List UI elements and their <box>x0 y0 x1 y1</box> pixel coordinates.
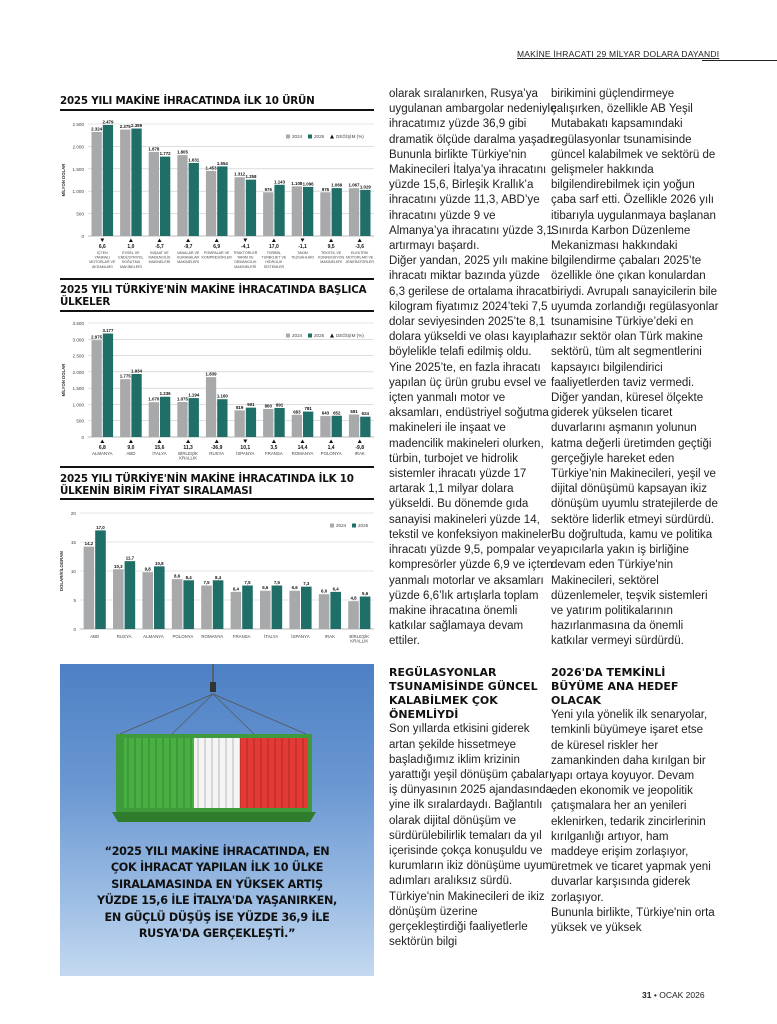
chart1-top-products <box>58 114 378 278</box>
category-label: İTALYA <box>152 451 167 456</box>
bar-2025 <box>303 187 313 236</box>
bar-2024 <box>289 591 300 629</box>
bar-value-label: 10,8 <box>155 560 164 566</box>
bar-2025 <box>217 166 227 236</box>
bar-value-label: 1.070 <box>148 396 160 402</box>
bar-value-label: 1.312 <box>234 171 246 177</box>
bar-2025 <box>217 399 227 437</box>
legend-swatch <box>308 334 312 338</box>
bar-value-label: 6,6 <box>291 585 298 591</box>
bar-2025 <box>332 188 342 236</box>
category-label: POLONYA <box>172 634 194 639</box>
change-pct-label: 17,0 <box>269 244 279 250</box>
bar-value-label: 683 <box>293 409 301 415</box>
italian-flag-container-illustration <box>60 664 374 844</box>
y-tick-label: 5 <box>73 598 76 603</box>
category-label: RUSYA <box>116 634 132 639</box>
bar-value-label: 860 <box>264 403 272 409</box>
category-label: İNŞAAT VE <box>150 251 169 255</box>
down-triangle-icon <box>243 440 247 444</box>
category-label: SOĞUTMA <box>121 260 140 265</box>
text-column-1 <box>389 87 557 950</box>
category-label: SİSTEMLER <box>263 264 285 269</box>
category-label: ALMANYA <box>91 451 113 456</box>
bar-2024 <box>231 592 242 629</box>
category-label: POLONYA <box>320 451 342 456</box>
change-pct-label: -1,1 <box>298 244 307 250</box>
quote-line: SIRALAMASINDA EN YÜKSEK ARTIŞ <box>111 877 323 891</box>
bar-2024 <box>120 379 130 437</box>
bar-2024 <box>348 601 359 629</box>
y-tick-label: 0 <box>73 627 76 632</box>
bar-2025 <box>160 397 170 437</box>
bar-value-label: 691 <box>350 408 358 414</box>
paragraph: Bununla birlikte, Türkiye'nin orta yüksek ve yüksek <box>551 906 715 934</box>
category-label: ABD <box>126 451 136 456</box>
legend-label: DEĞİŞİM (%) <box>336 134 364 139</box>
bar-value-label: 7,5 <box>244 580 251 585</box>
up-triangle-icon <box>329 239 333 243</box>
up-triangle-icon <box>215 239 219 243</box>
bar-2024 <box>260 591 271 629</box>
bar-2024 <box>84 547 95 629</box>
bar-value-label: 1.075 <box>176 396 188 402</box>
legend-label: 2025 <box>314 333 325 338</box>
category-label: MAKİNELERİ <box>148 260 171 265</box>
bar-2024 <box>235 410 245 437</box>
paragraph: Yeni yıla yönelik ilk senaryolar, temkinli büyümeye işaret etse de küresel riskler her zamankinden daha kırılgan bir yapı ortaya koyuyor. Devam eden ekonomik ve jeopolitik çatışmalara her an yenileri eklenirken, tedarik zincirlerinin kırılganlığı artıyor, ham maddeye erişim zorlaşıyor, üretmek ve ticaret yapmak yeni duvarlar karşısında giderek zorlaşıyor. <box>551 709 711 904</box>
quote-line: RUSYA'DA GERÇEKLEŞTİ.” <box>138 927 296 941</box>
legend-label: 2025 <box>314 134 325 139</box>
category-label: BİRLEŞİK <box>349 634 370 639</box>
bar-2025 <box>103 125 113 236</box>
bar-value-label: 17,0 <box>96 524 105 530</box>
chart2-title: 2025 YILI TÜRKİYE'NİN MAKİNE İHRACATINDA BAŞLICA ÜLKELER <box>60 284 367 308</box>
bar-value-label: 2.975 <box>91 334 103 340</box>
bar-2024 <box>149 402 159 437</box>
chart3-top-rule <box>60 498 374 500</box>
category-label: MOTORLAR VE <box>89 260 116 265</box>
bar-value-label: 10,3 <box>114 563 123 569</box>
quote-line: EN GÜÇLÜ DÜŞÜŞ İSE YÜZDE 36,9 İLE <box>104 910 330 924</box>
quote-line: “2025 YILI MAKİNE İHRACATINDA, EN <box>104 845 330 858</box>
category-label: MAKİNELERİ <box>320 260 342 265</box>
change-pct-label: 11,3 <box>183 445 193 451</box>
paragraph: Diğer yandan, küresel ölçekte giderek yükselen ticaret duvarlarını aşmanın yolunun katma değerli üretimden geçtiği gerçeğiyle hareket eden Türkiye’nin Makinecileri, yeşil ve dijital dönüşümü kapsayan ikiz dönüşüm uyumlu stratejilerde de sektöre liderlik etmeyi sürdürdü. Bu doğrultuda, kamu ve politika yapıcılarla yakın iş birliğine devam eden Türkiye'nin Makinecileri, sektörel düzenlemeler, teşvik sistemleri ve yatırım politikalarının hazırlanmasına da önemli katkılar vermeyi sürdürdü. <box>551 392 718 648</box>
container-photo <box>60 664 374 976</box>
bar-value-label: 1.067 <box>348 182 360 188</box>
legend-swatch <box>286 334 290 338</box>
bar-value-label: 1.839 <box>205 371 217 377</box>
legend-swatch <box>352 524 356 528</box>
bar-value-label: 1.453 <box>205 165 217 171</box>
change-pct-label: 3,5 <box>270 445 278 451</box>
down-triangle-icon <box>100 239 104 243</box>
bar-2025 <box>272 586 283 630</box>
bar-2024 <box>319 594 330 629</box>
bar-2025 <box>246 180 256 236</box>
bar-value-label: 1.772 <box>159 151 171 157</box>
bar-2025 <box>183 580 194 629</box>
bar-2025 <box>360 417 370 437</box>
change-pct-label: 9,5 <box>327 244 335 250</box>
change-pct-label: -4,1 <box>240 244 250 250</box>
change-pct-label: -5,7 <box>155 244 164 250</box>
bar-2024 <box>263 409 273 437</box>
legend-label: 2024 <box>292 333 303 338</box>
y-tick-label: 3.500 <box>72 321 84 326</box>
category-label: VANALAR VE <box>176 251 200 255</box>
quote-line: YÜZDE 15,6 İLE İTALYA'DA YAŞANIRKEN, <box>96 894 338 908</box>
bar-value-label: 1.069 <box>331 182 343 188</box>
legend-swatch <box>308 135 312 139</box>
down-triangle-icon <box>243 239 247 243</box>
legend-label: 2024 <box>336 523 347 528</box>
category-label: FRANSA <box>232 634 251 639</box>
category-label: İSPANYA <box>291 634 310 639</box>
legend-label: DEĞİŞİM (%) <box>336 333 364 338</box>
category-label: TURBOJET VE <box>261 255 287 260</box>
change-pct-label: 15,6 <box>154 445 165 451</box>
up-triangle-icon <box>186 440 190 444</box>
change-pct-label: -36,9 <box>210 445 223 451</box>
category-label: RUSYA <box>209 451 225 456</box>
bar-value-label: 1.194 <box>188 392 200 398</box>
bar-value-label: 8,4 <box>185 574 192 580</box>
category-label: HİDROLİK <box>265 260 283 265</box>
up-triangle-icon <box>358 239 362 243</box>
up-triangle-icon <box>129 440 133 444</box>
y-tick-label: 0 <box>81 435 84 440</box>
bar-2024 <box>320 192 330 236</box>
bar-2025 <box>301 587 312 629</box>
bar-value-label: 3.177 <box>102 328 114 334</box>
category-label: BİRLEŞİK <box>178 451 198 456</box>
change-pct-label: 9,0 <box>127 445 135 451</box>
footer-separator: • <box>653 990 657 1000</box>
bar-2025 <box>274 408 284 437</box>
page-number: 31 <box>642 990 652 1000</box>
category-label: IRAK <box>354 451 365 456</box>
bar-value-label: 4,8 <box>350 595 357 601</box>
bar-2025 <box>189 398 199 437</box>
bar-2025 <box>95 530 106 629</box>
paragraph: olarak sıralanırken, Rusya’ya uygulanan ambargolar nedeniyle ihracatımız yüzde 36,9 gibi dramatik ölçüde daralma yaşadı. Bununla birlikte Türkiye'nin Makinecileri İtalya’ya ihracatını yüzde 15,6, Birleşik Krallık’a ihracatını yüzde 11,3, ABD’ye ihracatını yüzde 9 ve Almanya’ya ihracatını yüzde 3,1 artırmayı başardı. <box>389 88 557 253</box>
bar-2024 <box>201 586 212 630</box>
bar-2024 <box>263 192 273 236</box>
bar-2025 <box>360 190 370 236</box>
bar-value-label: 1.160 <box>216 393 228 399</box>
y-axis-label: MİLYON DOLAR <box>61 363 66 397</box>
category-label: POMPALAR VE <box>203 251 230 255</box>
bar-2024 <box>172 579 183 629</box>
category-label: MAKİNELERİ <box>120 264 142 269</box>
category-label: İSPANYA <box>236 451 255 456</box>
chart3-unit-price <box>58 505 378 653</box>
category-label: TRAKTÖRLER <box>233 251 258 255</box>
y-tick-label: 1.000 <box>72 402 84 408</box>
bar-2025 <box>189 163 199 236</box>
bar-2025 <box>242 586 253 630</box>
bar-2025 <box>360 597 371 629</box>
category-label: TARIM VE <box>236 255 254 260</box>
change-pct-label: 6,9 <box>213 244 221 250</box>
category-label: TEZGAHLARI <box>291 255 314 260</box>
change-pct-label: -9,8 <box>355 445 365 451</box>
category-label: MADENCİLİK <box>148 255 171 260</box>
category-label: ROMANYA <box>291 451 314 456</box>
y-tick-label: 500 <box>76 418 84 424</box>
bar-2024 <box>206 377 216 437</box>
bar-2025 <box>213 580 224 629</box>
bar-value-label: 1.934 <box>131 368 143 374</box>
change-pct-label: -3,6 <box>355 244 365 250</box>
category-label: ENDÜSTRİYEL <box>118 255 144 260</box>
category-label: KRALLIK <box>350 638 369 644</box>
chart1-bottom-rule <box>60 278 374 280</box>
up-triangle-icon <box>158 239 162 243</box>
up-triangle-icon <box>272 239 276 243</box>
text-column-2 <box>551 87 719 936</box>
page-footer <box>642 990 705 1000</box>
up-triangle-icon <box>100 440 104 444</box>
change-pct-label: 1,0 <box>127 244 135 250</box>
bar-2024 <box>320 416 330 437</box>
bar-value-label: 1.236 <box>159 391 171 397</box>
legend-label: 2025 <box>358 523 369 528</box>
down-triangle-icon <box>301 239 305 243</box>
bar-2024 <box>349 188 359 236</box>
paragraph: Son yıllarda etkisini giderek artan şekilde hissetmeye başladığımız iklim krizinin yarattığı yeşil dönüşüm çabaları, iş dünyasının 2025 ajandasında yine ilk sıralardaydı. Bağlantılı olarak dijital dönüşüm ve sürdürülebilirlik temaları da yıl içerisinde çokça konuşuldu ve kurumların ikiz dönüşüme uyum adımları aralıksız sürdü. Türkiye'nin Makinecileri de ikiz dönüşüm üzerine gerçekleştirdiği faaliyetlerle sektörün bilgi <box>389 723 556 949</box>
bar-2025 <box>303 412 313 437</box>
category-label: KRALLIK <box>179 455 198 461</box>
bar-value-label: 2.479 <box>102 119 114 125</box>
category-label: AKSAMLARI <box>92 264 113 269</box>
bar-2024 <box>142 572 153 629</box>
y-tick-label: 2.500 <box>72 353 84 359</box>
change-pct-label: 1,4 <box>327 445 335 451</box>
bar-value-label: 652 <box>333 410 341 416</box>
category-label: KONFEKSİYON <box>318 255 345 260</box>
bar-2024 <box>113 569 124 629</box>
bar-value-label: 976 <box>321 186 330 192</box>
y-tick-label: 3.000 <box>72 337 84 343</box>
bar-2025 <box>330 592 341 629</box>
bar-2024 <box>92 340 102 437</box>
bar-value-label: 624 <box>361 411 370 417</box>
bar-2024 <box>177 155 187 236</box>
y-tick-label: 15 <box>70 540 76 545</box>
bar-2024 <box>292 415 302 437</box>
change-pct-label: -9,7 <box>183 244 193 250</box>
y-tick-label: 2.500 <box>72 122 84 127</box>
category-label: FRANSA <box>264 451 283 456</box>
y-tick-label: 500 <box>76 211 84 217</box>
up-triangle-icon <box>329 440 333 444</box>
up-triangle-icon <box>129 239 133 243</box>
bar-2025 <box>246 408 256 437</box>
y-tick-label: 2.000 <box>72 144 84 150</box>
y-axis-label: MİLYON DOLAR <box>61 163 66 197</box>
bar-value-label: 6,4 <box>332 586 339 592</box>
bar-value-label: 1.096 <box>302 181 314 187</box>
bar-value-label: 6,0 <box>321 588 328 594</box>
bar-value-label: 1.108 <box>291 180 303 186</box>
legend-label: 2024 <box>292 134 303 139</box>
up-triangle-icon <box>272 440 276 444</box>
bar-value-label: 1.029 <box>359 184 371 190</box>
up-triangle-icon <box>186 239 190 243</box>
quote-line: ÇOK İHRACAT YAPILAN İLK 10 ÜLKE <box>110 861 324 875</box>
category-label: ORMANCILIK <box>234 260 257 265</box>
up-triangle-icon <box>301 440 305 444</box>
bar-value-label: 8,6 <box>174 573 181 579</box>
change-pct-label: 6,8 <box>98 445 106 451</box>
category-label: KURANALAR <box>177 255 200 260</box>
bar-value-label: 11,7 <box>125 555 135 561</box>
y-tick-label: 1.500 <box>72 166 84 172</box>
category-label: ABD <box>90 634 100 639</box>
bar-value-label: 9,8 <box>144 566 151 572</box>
section-heading: REGÜLASYONLAR TSUNAMİSİNDE GÜNCEL KALABİLMEK ÇOK ÖNEMLİYDİ <box>389 665 538 722</box>
bar-2025 <box>274 185 284 236</box>
category-label: TEKSTİL VE <box>320 251 342 255</box>
category-label: KOMPRESÖRLER <box>201 255 232 260</box>
legend-swatch <box>330 524 334 528</box>
change-pct-label: 10,1 <box>240 445 251 451</box>
paragraph: Diğer yandan, 2025 yılı makine ihracatı miktar bazında yüzde 6,3 gerilese de ortalama ihracat kilogram fiyatımız 2024’teki 7,5 dolar seviyesinden 2025’te 8,1 dolara yükseldi ve olası kayıplar böylelikle telafi edilmiş oldu. Yine 2025’te, en fazla ihracatı yapılan üç ürün grubu evsel ve içten yanmalı motor ve aksamları, endüstriyel soğutma makineleri ile inşaat ve madencilik makineleri olurken, türbin, turbojet ve hidrolik sistemler ihracatı yüzde 17 artarak 1,1 milyar dolara yükseldi. Bu dönemde gıda sanayisi makineleri yüzde 14, tekstil ve konfeksiyon makineleri ihracatı yüzde 9,5, pompalar ve kompresörler yüzde 6,9 ve içten yanmalı motorlar ve aksamları yüzde 6,6’lık artışlarla toplam makine ihracatına önemli katkılar sağlamaya devam ettiler. <box>389 255 554 648</box>
bar-value-label: 14,2 <box>84 541 94 547</box>
bar-2025 <box>131 374 141 437</box>
bar-2024 <box>206 171 216 236</box>
legend-triangle-icon <box>330 135 334 139</box>
bar-value-label: 976 <box>264 186 272 192</box>
paragraph: birikimini güçlendirmeye çalışırken, özellikle AB Yeşil Mutabakatı kapsamındaki regülasyonlar tsunamisinde güncel kalabilmek ve sektörü de gelişmeler hakkında bilgilendirebilmek için yoğun çaba sarf etti. Özellikle 2026 yılı itibarıyla uygulanmaya başlanan Sınırda Karbon Düzenleme Mekanizması hakkındaki bilgilendirme çabaları 2025’te özellikle öne çıkan konulardan biriydi. Avrupalı sanayicilerin bile uyumda zorlandığı regülasyonlar tsunamisine Türkiye’deki en hazır sektör olan Türk makine sektörü, tüm alt segmentlerini kapsayıcı bilgilendirici faaliyetlerden taviz vermedi. <box>551 88 719 389</box>
bar-value-label: 1.805 <box>176 149 188 155</box>
y-tick-label: 1.000 <box>72 189 84 195</box>
bar-value-label: 2.399 <box>131 123 143 129</box>
up-triangle-icon <box>215 440 219 444</box>
category-label: JENERATÖRLER <box>345 260 374 265</box>
chart3-top-border <box>60 466 374 468</box>
change-pct-label: 6,6 <box>98 244 106 250</box>
section-heading: 2026'DA TEMKİNLİ BÜYÜME ANA HEDEF OLACAK <box>551 665 679 707</box>
bar-2024 <box>120 130 130 236</box>
bar-2024 <box>292 186 302 236</box>
bar-value-label: 5,6 <box>362 591 369 597</box>
chart1-top-rule <box>60 109 374 111</box>
bar-value-label: 7,5 <box>203 580 210 585</box>
category-label: ALMANYA <box>143 634 164 639</box>
bar-2024 <box>92 132 102 236</box>
running-head-rule <box>702 60 777 61</box>
bar-2025 <box>332 416 342 437</box>
category-label: MAKİNELERİ <box>177 260 199 265</box>
bar-2024 <box>349 414 359 437</box>
chart2-main-countries <box>58 315 378 463</box>
up-triangle-icon <box>358 440 362 444</box>
category-label: EVSEL VE <box>122 251 140 255</box>
y-tick-label: 2.000 <box>72 369 84 375</box>
category-label: ROMANYA <box>201 634 224 639</box>
bar-value-label: 1.143 <box>274 179 286 185</box>
category-label: TÜRBİN, <box>266 251 282 255</box>
y-tick-label: 10 <box>70 569 76 574</box>
chart1-title: 2025 YILI MAKİNE İHRACATINDA İLK 10 ÜRÜN <box>60 95 315 107</box>
bar-value-label: 2.375 <box>119 124 131 130</box>
change-pct-label: 14,4 <box>297 445 308 451</box>
category-label: İÇTEN <box>96 251 108 255</box>
up-triangle-icon <box>158 440 162 444</box>
bar-value-label: 1.554 <box>216 160 228 166</box>
bar-2025 <box>103 334 113 437</box>
y-tick-label: 0 <box>81 234 84 239</box>
y-axis-label: DOLAR/KİLOGRAM <box>59 551 64 591</box>
bar-2025 <box>154 566 165 629</box>
legend-swatch <box>286 135 290 139</box>
category-label: IRAK <box>324 634 336 639</box>
bar-value-label: 1.631 <box>188 157 200 163</box>
category-label: YANMALI <box>94 255 111 260</box>
running-head: MAKİNE İHRACATI 29 MİLYAR DOLARA DAYANDI <box>517 49 720 59</box>
bar-value-label: 1.775 <box>119 373 131 379</box>
legend-triangle-icon <box>330 334 334 338</box>
bar-value-label: 781 <box>304 406 312 412</box>
category-label: ELEKTRİK <box>351 251 369 255</box>
bar-value-label: 1.878 <box>148 146 160 152</box>
category-label: MAKİNELERİ <box>234 264 257 269</box>
bar-value-label: 8,4 <box>215 574 222 580</box>
chart3-title: 2025 YILI TÜRKİYE'NİN MAKİNE İHRACATINDA İLK 10 ÜLKENİN BİRİM FİYAT SIRALAMASI <box>60 473 354 497</box>
y-tick-label: 20 <box>70 511 76 516</box>
bar-2024 <box>235 177 245 236</box>
y-tick-label: 1.500 <box>72 386 84 392</box>
bar-2025 <box>131 129 141 236</box>
pull-quote <box>60 844 374 942</box>
bar-value-label: 1.258 <box>245 174 257 180</box>
bar-value-label: 891 <box>275 402 284 408</box>
category-label: İTALYA <box>264 634 279 639</box>
bar-value-label: 7,3 <box>303 581 310 587</box>
bar-2025 <box>160 157 170 236</box>
bar-value-label: 901 <box>247 402 255 408</box>
bar-2024 <box>177 402 187 437</box>
category-label: MOTORLARI VE <box>346 255 374 260</box>
bar-value-label: 2.324 <box>91 126 103 132</box>
bar-value-label: 643 <box>321 410 330 416</box>
bar-value-label: 7,5 <box>273 580 280 585</box>
bar-value-label: 6,6 <box>262 585 269 591</box>
bar-2024 <box>149 152 159 236</box>
bar-value-label: 6,4 <box>232 586 239 592</box>
issue-date: OCAK 2026 <box>659 990 705 1000</box>
category-label: TAKIM <box>297 251 308 255</box>
bar-value-label: 819 <box>235 404 244 410</box>
bar-2025 <box>125 561 136 629</box>
chart2-top-rule <box>60 310 374 312</box>
